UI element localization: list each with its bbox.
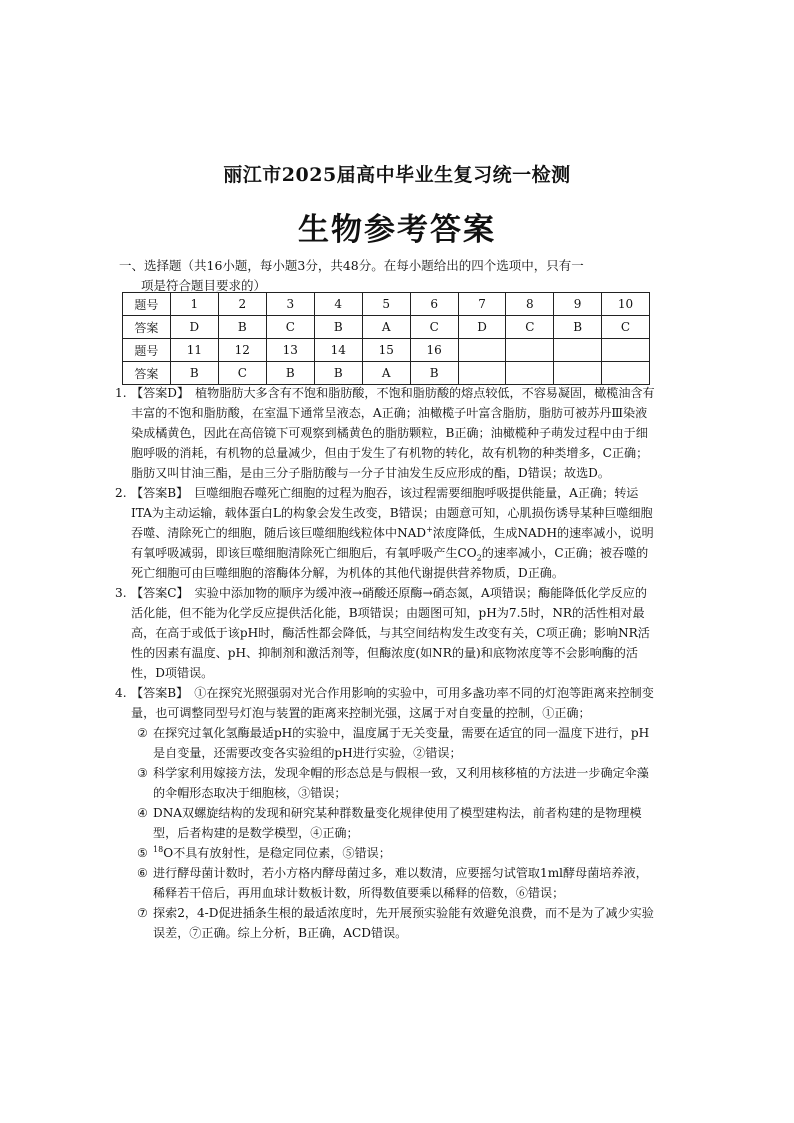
- item-number: 1.: [115, 386, 127, 400]
- item-explanation: 植物脂肪大多含有不饱和脂肪酸，不饱和脂肪酸的熔点较低，不容易凝固，橄榄油含有丰富的不饱和脂肪酸，在室温下通常呈液态，A正确；油橄榄子叶富含脂肪，脂肪可被苏丹Ⅲ染液染成橘黄色，因此在高倍镜下可观察到橘黄色的脂肪颗粒，B正确；油橄榄种子萌发过程中由于细胞呼吸的消耗，有机物的总量减少，但由于发生了有机物的转化，故有机物的种类增多，C正确；脂肪又叫甘油三酯，是由三分子脂肪酸与一分子甘油发生反应形成的酯，D错误；故选D。: [131, 386, 655, 480]
- answer-cell: B: [554, 316, 602, 339]
- answer-cell: A: [362, 362, 410, 385]
- answer-cell: B: [218, 316, 266, 339]
- circled-number: ⑥: [137, 866, 148, 880]
- item-explanation-part-a: 巨噬细胞吞噬死亡细胞的过程为胞吞，该过程需要细胞呼吸提供能量，A正确；转运ITA为主动运输，载体蛋白L的构象会发生改变，B错误；由题意可知，心肌损伤诱导某种巨噬细胞吞噬、清除死亡的细胞，随后该巨噬细胞线粒体中NAD: [131, 486, 653, 540]
- question-number-cell: 13: [266, 339, 314, 362]
- sub-point-text: 科学家利用嫁接方法，发现伞帽的形态总是与假根一致，又利用核移植的方法进一步确定伞藻的伞帽形态取决于细胞核，③错误；: [153, 766, 649, 800]
- answer-cell: D: [458, 316, 506, 339]
- section-heading: [119, 256, 659, 296]
- document-title: 生物参考答案: [298, 212, 496, 248]
- sub-point-text: 探索2，4-D促进插条生根的最适浓度时，先开展预实验能有效避免浪费，而不是为了减少实验误差，⑦正确。综上分析，B正确，ACD错误。: [153, 906, 654, 940]
- section-heading-line1: 一、选择题（共16小题，每小题3分，共48分。在每小题给出的四个选项中，只有一: [119, 258, 584, 273]
- section-heading-line2: 项是符合题目要求的）: [141, 278, 267, 293]
- question-number-cell: 2: [218, 293, 266, 316]
- question-number-cell: [506, 339, 554, 362]
- answer-item-3: [115, 583, 655, 683]
- item-number: 2.: [115, 486, 127, 500]
- answer-cell: C: [601, 316, 649, 339]
- answer-row: [123, 362, 650, 385]
- question-number-cell: 12: [218, 339, 266, 362]
- question-number-cell: 16: [410, 339, 458, 362]
- question-number-cell: 7: [458, 293, 506, 316]
- answer-item-2: [115, 483, 655, 583]
- answer-cell: [458, 362, 506, 385]
- answer-cell: B: [170, 362, 218, 385]
- answer-item-1: [115, 383, 655, 483]
- item-explanation: ①在探究光照强弱对光合作用影响的实验中，可用多盏功率不同的灯泡等距离来控制变量，也可调整同型号灯泡与装置的距离来控制光强，这属于对自变量的控制，①正确；: [131, 686, 654, 720]
- row-header-question: 题号: [123, 293, 171, 316]
- item-explanation: 实验中添加物的顺序为缓冲液→硝酸还原酶→硝态氮，A项错误；酶能降低化学反应的活化能，但不能为化学反应提供活化能，B项错误；由题图可知，pH为7.5时，NR的活性相对最高，在高于或低于该pH时，酶活性都会降低，与其空间结构发生改变有关，C项正确；影响NR活性的因素有温度、pH、抑制剂和激活剂等，但酶浓度(如NR的量)和底物浓度等不会影响酶的活性，D项错误。: [131, 586, 650, 680]
- circled-number: ④: [137, 806, 148, 820]
- answer-cell: [506, 362, 554, 385]
- sub-point-text: O不具有放射性，是稳定同位素，⑤错误；: [163, 846, 391, 860]
- item-explanation-part-c: 的速率减小，C正确；被吞噬的死亡细胞可由巨噬细胞的溶酶体分解，为机体的其他代谢提供营养物质，D正确。: [131, 546, 649, 580]
- answer-cell: [601, 362, 649, 385]
- question-number-cell: 15: [362, 339, 410, 362]
- sub-point-5: [137, 843, 655, 863]
- sub-point-4: [137, 803, 655, 843]
- superscript-plus: +: [426, 524, 433, 534]
- answer-row: [123, 316, 650, 339]
- sub-point-6: [137, 863, 655, 903]
- sub-point-text: DNA双螺旋结构的发现和研究某种群数量变化规律使用了模型建构法，前者构建的是物理模型，后者构建的是数学模型，④正确；: [153, 806, 642, 840]
- answer-item-4: [115, 683, 655, 723]
- sub-point-7: [137, 903, 655, 943]
- item-answer-label: 【答案C】: [131, 586, 189, 600]
- question-number-cell: 11: [170, 339, 218, 362]
- question-number-cell: [458, 339, 506, 362]
- item-answer-label: 【答案B】: [131, 686, 189, 700]
- answer-cell: A: [362, 316, 410, 339]
- question-number-row: [123, 339, 650, 362]
- answer-cell: B: [314, 316, 362, 339]
- question-number-cell: 6: [410, 293, 458, 316]
- answer-cell: C: [506, 316, 554, 339]
- answer-table: [122, 292, 650, 385]
- exam-title: 丽江市2025届高中毕业生复习统一检测: [223, 164, 571, 186]
- superscript-isotope: 18: [153, 844, 164, 854]
- item-number: 3.: [115, 586, 127, 600]
- item-answer-label: 【答案D】: [131, 386, 190, 400]
- question-number-cell: 4: [314, 293, 362, 316]
- answer-cell: C: [218, 362, 266, 385]
- question-number-cell: [601, 339, 649, 362]
- item-number: 4.: [115, 686, 127, 700]
- sub-point-3: [137, 763, 655, 803]
- row-header-answer: 答案: [123, 316, 171, 339]
- circled-number: ⑤: [137, 846, 148, 860]
- circled-number: ⑦: [137, 906, 148, 920]
- answer-cell: B: [410, 362, 458, 385]
- question-number-cell: 1: [170, 293, 218, 316]
- item-answer-label: 【答案B】: [131, 486, 189, 500]
- answer-cell: C: [410, 316, 458, 339]
- item-explanation-part-b: 浓度降低，生成NADH的速率减小，说明有氧呼吸减弱，即该巨噬细胞清除死亡细胞后，有氧呼吸产生CO: [131, 526, 654, 560]
- answer-explanations: [115, 383, 655, 943]
- sub-point-text: 进行酵母菌计数时，若小方格内酵母菌过多，难以数清，应要摇匀试管取1ml酵母菌培养液，稀释若干倍后，再用血球计数板计数，所得数值要乘以稀释的倍数，⑥错误；: [153, 866, 648, 900]
- answer-cell: B: [314, 362, 362, 385]
- question-number-cell: 14: [314, 339, 362, 362]
- sub-point-2: [137, 723, 655, 763]
- row-header-answer: 答案: [123, 362, 171, 385]
- row-header-question: 题号: [123, 339, 171, 362]
- question-number-cell: 10: [601, 293, 649, 316]
- circled-number: ②: [137, 726, 148, 740]
- subscript-two: 2: [476, 553, 482, 563]
- question-number-cell: [554, 339, 602, 362]
- answer-cell: B: [266, 362, 314, 385]
- circled-number: ③: [137, 766, 148, 780]
- answer-cell: C: [266, 316, 314, 339]
- question-number-cell: 3: [266, 293, 314, 316]
- answer-cell: D: [170, 316, 218, 339]
- question-number-cell: 8: [506, 293, 554, 316]
- sub-point-text: 在探究过氧化氢酶最适pH的实验中，温度属于无关变量，需要在适宜的同一温度下进行，pH是自变量，还需要改变各实验组的pH进行实验，②错误；: [153, 726, 650, 760]
- question-number-cell: 9: [554, 293, 602, 316]
- question-number-row: [123, 293, 650, 316]
- answer-cell: [554, 362, 602, 385]
- question-number-cell: 5: [362, 293, 410, 316]
